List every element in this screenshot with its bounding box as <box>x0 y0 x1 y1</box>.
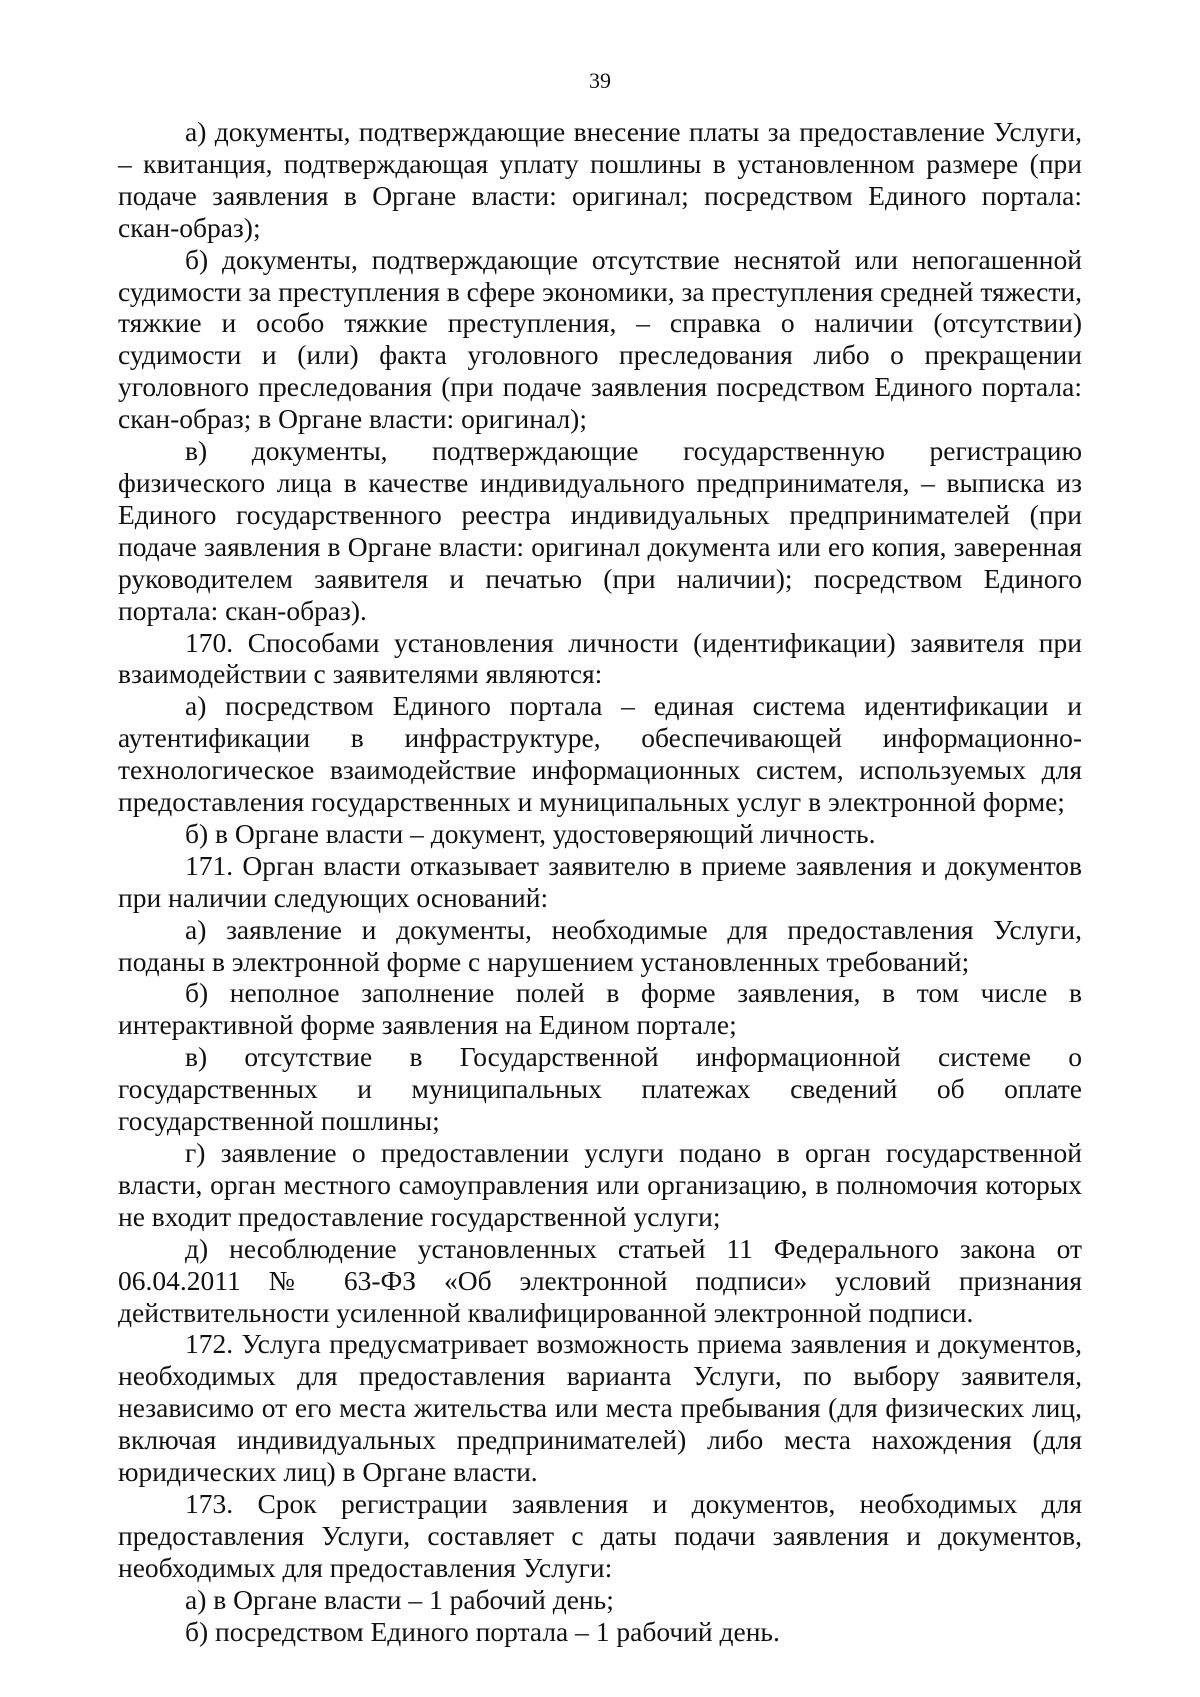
page-number: 39 <box>589 68 611 93</box>
paragraph-registration-documents: в) документы, подтверждающие государственную регистрацию физического лица в качестве индивидуального предпринимателя, – выписка из Единого государственного реестра индивидуальных предпринимателей (при подаче заявления в Органе власти: оригинал документа или его копия, заверенная руководителем заявителя и печатью (при наличии); посредством Единого портала: скан-образ). <box>118 435 1082 626</box>
paragraph-171-c: в) отсутствие в Государственной информационной системе о государственных и муниципальных платежах сведений об оплате государственной пошлины; <box>118 1041 1082 1137</box>
paragraph-payment-documents: а) документы, подтверждающие внесение платы за предоставление Услуги, – квитанция, подтверждающая уплату пошлины в установленном размере (при подаче заявления в Органе власти: оригинал; посредством Единого портала: скан-образ); <box>118 116 1082 243</box>
paragraph-172: 172. Услуга предусматривает возможность приема заявления и документов, необходимых для предоставления варианта Услуги, по выбору заявителя, независимо от его места жительства или места пребывания (для физических лиц, включая индивидуальных предпринимателей) либо места нахождения (для юридических лиц) в Органе власти. <box>118 1328 1082 1488</box>
paragraph-170-a: а) посредством Единого портала – единая система идентификации и аутентификации в инфраструктуре, обеспечивающей информационно-технологическое взаимодействие информационных систем, используемых для предоставления государственных и муниципальных услуг в электронной форме; <box>118 690 1082 818</box>
paragraph-173-a: а) в Органе власти – 1 рабочий день; <box>185 1583 614 1615</box>
paragraph-170: 170. Способами установления личности (идентификации) заявителя при взаимодействии с заявителями являются: <box>118 626 1082 690</box>
paragraph-173-b: б) посредством Единого портала – 1 рабочий день. <box>185 1615 780 1647</box>
paragraph-173: 173. Срок регистрации заявления и документов, необходимых для предоставления Услуги, составляет с даты подачи заявления и документов, необходимых для предоставления Услуги: <box>118 1487 1082 1583</box>
document-body <box>118 116 1082 1648</box>
paragraph-171-b: б) неполное заполнение полей в форме заявления, в том числе в интерактивной форме заявления на Едином портале; <box>118 977 1082 1041</box>
paragraph-171-e: д) несоблюдение установленных статьей 11 Федерального закона от 06.04.2011 № 63-ФЗ «Об электронной подписи» условий признания действительности усиленной квалифицированной электронной подписи. <box>118 1232 1082 1328</box>
paragraph-171-a: а) заявление и документы, необходимые для предоставления Услуги, поданы в электронной форме с нарушением установленных требований; <box>118 913 1082 977</box>
paragraph-171-d: г) заявление о предоставлении услуги подано в орган государственной власти, орган местного самоуправления или организацию, в полномочия которых не входит предоставление государственной услуги; <box>118 1137 1082 1232</box>
paragraph-170-b: б) в Органе власти – документ, удостоверяющий личность. <box>185 817 876 849</box>
paragraph-criminal-record-documents: б) документы, подтверждающие отсутствие неснятой или непогашенной судимости за преступления в сфере экономики, за преступления средней тяжести, тяжкие и особо тяжкие преступления, – справка о наличии (отсутствии) судимости и (или) факта уголовного преследования либо о прекращении уголовного преследования (при подаче заявления посредством Единого портала: скан-образ; в Органе власти: оригинал); <box>118 243 1082 435</box>
paragraph-171: 171. Орган власти отказывает заявителю в приеме заявления и документов при наличии следующих оснований: <box>118 849 1082 913</box>
